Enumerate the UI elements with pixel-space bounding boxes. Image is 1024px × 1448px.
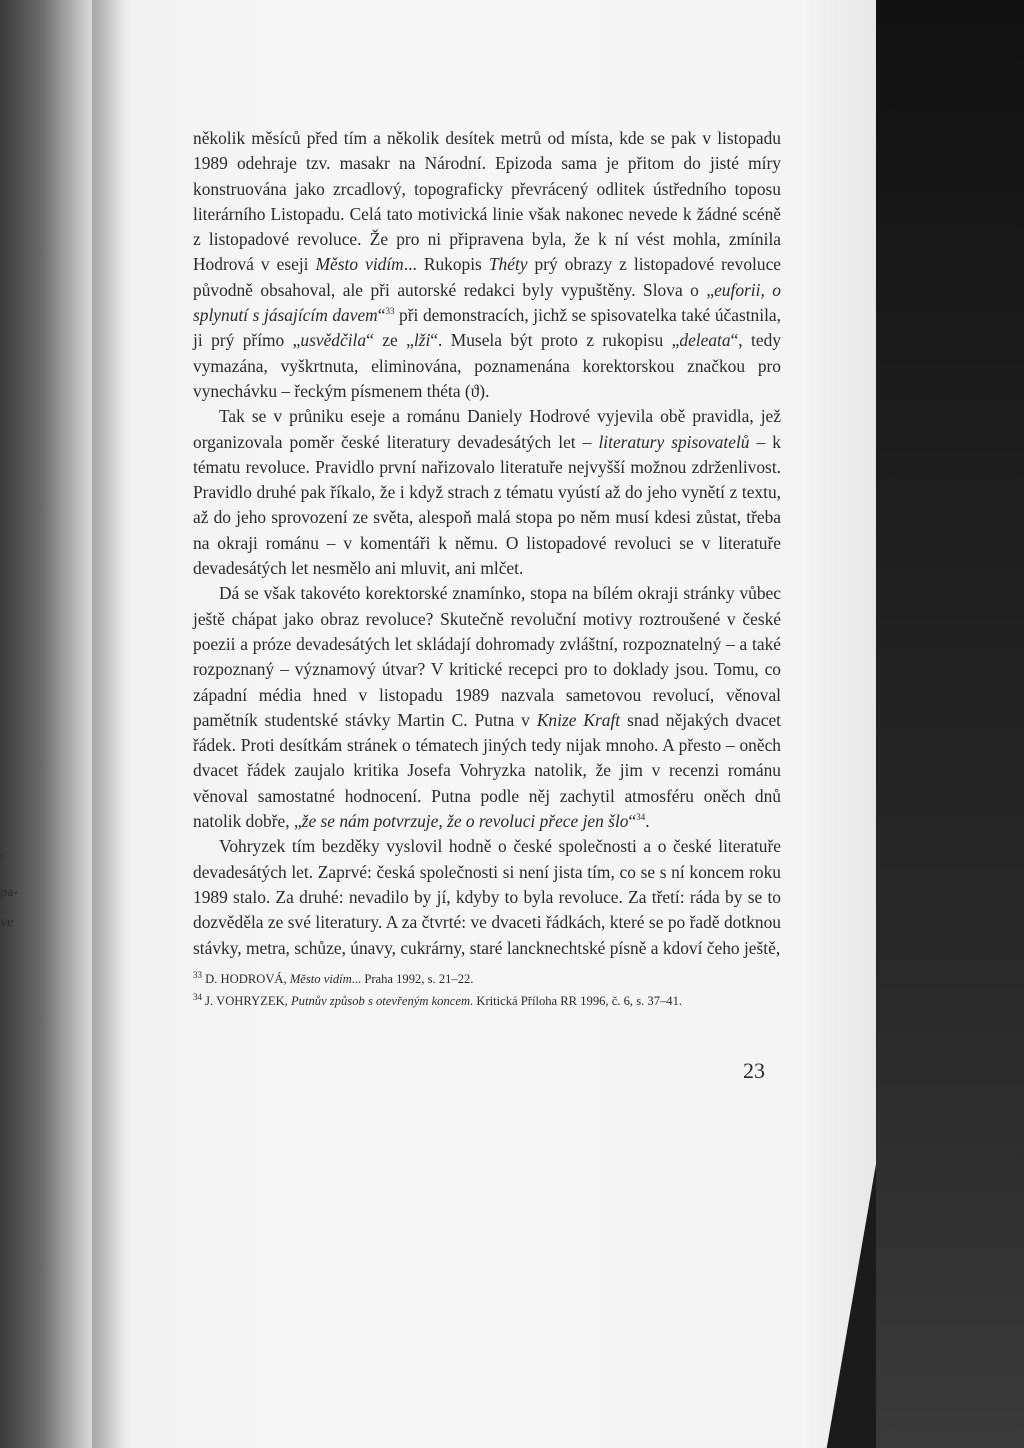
paragraph xyxy=(193,404,781,581)
paragraph xyxy=(193,834,781,960)
text-run: “ ze „ xyxy=(366,330,414,351)
background-shadow xyxy=(876,0,1024,1448)
italic-span: Město vidím xyxy=(289,972,352,986)
text-run: “ xyxy=(377,305,386,326)
italic-span: lži xyxy=(413,330,431,351)
text-run: “, tedy vymazána, vyškrtnuta, eliminována, poznamenána korektorskou značkou pro vynechávku – řeckým písmenem théta (ϑ). xyxy=(193,330,782,401)
footnote-marker: 33 xyxy=(385,306,395,317)
facing-page-fragment: , xyxy=(0,845,4,860)
page-number: 23 xyxy=(743,1058,765,1083)
text-run: “. Musela být proto z rukopisu „ xyxy=(430,330,680,351)
text-run: Dá se však takovéto korektorské znamínko, stopa na bílém okraji stránky vůbec ještě chápat jako obraz revoluce? Skutečně revoluční motivy roztroušené v české poezii a próze devadesátých let skládají dohromady zvláštní, rozpoznatelný – a také rozpoznaný – významový útvar? V kritické recepci pro to doklady jsou. Tomu, co západní média hned v listopadu 1989 nazvala sametovou revolucí, věnoval pamětník studentské stávky Martin C. Putna v xyxy=(193,583,781,730)
text-run: při demonstracích, jichž se spisovatelka také účastnila, ji prý přímo „ xyxy=(193,305,781,351)
italic-span: Knize Kraft xyxy=(536,709,621,730)
text-run: ... Praha 1992, s. 21–22. xyxy=(351,972,474,986)
italic-span: euforii, o splynutí s jásajícím davem xyxy=(193,279,781,326)
text-run: několik měsíců před tím a několik desítek metrů od místa, kde se pak v listopadu 1989 odehraje tzv. masakr na Národní. Epizoda sama je přitom do jisté míry konstruována jako zrcadlový, topograficky převrácený odlitek ústředního toposu literárního Listopadu. Celá tato motivická linie však nakonec nevede k žádné scéně z listopadové revoluce. Že pro ni připravena byla, že k ní vést mohla, zmínila Hodrová v eseji xyxy=(193,128,781,275)
italic-span: Théty xyxy=(488,254,528,275)
text-run: Vohryzek tím bezděky vyslovil hodně o české společnosti a o české literatuře devadesátých let. Zaprvé: česká společnosti si není jista tím, co se s ní koncem roku 1989 stalo. Za druhé: nevadilo by jí, kdyby to byla revoluce. Za třetí: ráda by se to dozvěděla ze své literatury. A za čtvrté: ve dvaceti řádkách, které se po řadě dotknou stávky, metra, schůze, únavy, cukrárny, staré lancknechtské písně a kdoví čeho ještě, xyxy=(193,836,781,958)
body-text xyxy=(193,126,781,961)
text-run: Tak se v průniku eseje a románu Daniely Hodrové vyjevila obě pravidla, jež organizovala poměr české literatury devadesátých let – xyxy=(193,406,781,452)
paragraph xyxy=(193,581,781,834)
footnote xyxy=(193,968,793,990)
footnotes xyxy=(193,968,793,1012)
footnote xyxy=(193,990,793,1012)
italic-span: deleata xyxy=(679,330,731,351)
text-run: J. VOHRYZEK, xyxy=(202,994,291,1008)
italic-span: že se nám potvrzuje, že o revoluci přece jen šlo xyxy=(301,811,629,832)
text-run: snad nějakých dvacet řádek. Proti desítkám stránek o tématech jiných tedy nijak mnoho. A přesto – oněch dvacet řádek zaujalo kritika Josefa Vohryzka natolik, že jim v recenzi románu věnoval samostatné hodnocení. Putna podle něj zachytil atmosféru oněch dnů natolik dobře, „ xyxy=(193,709,781,832)
text-run: . Kritická Příloha RR 1996, č. 6, s. 37–41. xyxy=(470,994,683,1008)
text-run: prý obrazy z listopadové revoluce původně obsahoval, ale při autorské redakci byly vypuštěny. Slova o „ xyxy=(193,254,782,300)
text-run: D. HODROVÁ, xyxy=(202,972,290,986)
gutter-shadow xyxy=(92,0,132,1448)
italic-span: literatury spisovatelů xyxy=(598,431,750,452)
footnote-marker: 34 xyxy=(636,812,646,823)
facing-page-fragment: ve xyxy=(0,915,14,930)
text-run: ... Rukopis xyxy=(403,254,489,275)
text-run: . xyxy=(645,811,650,832)
italic-span: Město vidím xyxy=(315,254,404,275)
facing-page-fragment: pa- xyxy=(0,885,18,900)
facing-page-edge xyxy=(0,0,92,1448)
text-run: “ xyxy=(628,811,637,832)
italic-span: Putnův způsob s otevřeným koncem xyxy=(290,994,471,1008)
italic-span: usvědčila xyxy=(300,330,367,351)
footnote-marker: 33 xyxy=(193,969,202,980)
footnote-marker: 34 xyxy=(193,991,202,1002)
paragraph xyxy=(193,126,781,404)
text-run: – k tématu revoluce. Pravidlo první nařizovalo literatuře nejvyšší možnou zdrženlivost. Pravidlo druhé pak říkalo, že i když strach z tématu vyústí až do jeho vynětí z textu, až do jeho sprovození ze světa, alespoň malá stopa po něm musí kdesi zůstat, třeba na okraji románu – v komentáři k němu. O listopadové revoluci se v literatuře devadesátých let nesmělo ani mluvit, ani mlčet. xyxy=(193,431,781,579)
